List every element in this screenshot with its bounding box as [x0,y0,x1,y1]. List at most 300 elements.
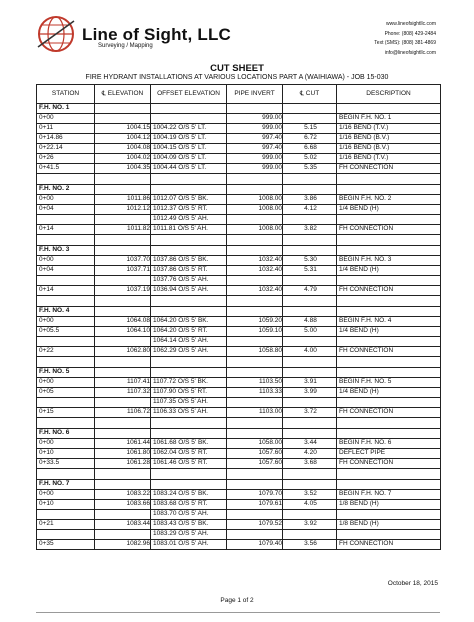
cell-description: 1/16 BEND (B.V.) [337,134,441,144]
cell-description: BEGIN F.H. NO. 3 [337,256,441,266]
cell-pipe-invert [227,337,283,347]
cell-cl-cut [283,337,337,347]
contact-text: Text (SMS): (808) 381-4869 [374,40,436,46]
table-row [37,215,441,225]
cell-offset-elevation: 1107.35 O/S 5' AH. [151,398,227,408]
cell-description: FH CONNECTION [337,286,441,296]
spacer-cell [283,357,337,368]
cell-station [37,530,95,540]
table-row [37,530,441,540]
group-label: F.H. NO. 5 [37,368,95,378]
cell-pipe-invert: 1079.40 [227,540,283,550]
empty-cell [151,185,227,195]
cell-station: 0+21 [37,520,95,530]
cell-description: FH CONNECTION [337,540,441,550]
table-row [37,114,441,124]
cell-offset-elevation: 1037.76 O/S 5' AH. [151,276,227,286]
cell-description: BEGIN F.H. NO. 2 [337,195,441,205]
page-header [0,0,474,58]
cell-cl-cut: 3.52 [283,490,337,500]
empty-cell [283,429,337,439]
cell-cl-elevation: 1011.86 [95,195,151,205]
empty-cell [283,185,337,195]
cell-description [337,398,441,408]
contact-email: info@lineofsightllc.com [384,49,436,56]
spacer-cell [95,235,151,246]
col-cl-cut: ℄ CUT [283,85,337,104]
cell-pipe-invert: 1032.40 [227,266,283,276]
cell-cl-elevation: 1083.22 [95,490,151,500]
cell-station [37,276,95,286]
cell-offset-elevation: 1064.20 O/S 5' RT. [151,327,227,337]
spacer-cell [227,418,283,429]
cell-description: 1/4 BEND (H) [337,205,441,215]
cell-station: 0+22 [37,347,95,357]
cell-pipe-invert [227,276,283,286]
cell-cl-cut: 4.05 [283,500,337,510]
group-header-row [37,307,441,317]
empty-cell [227,246,283,256]
cell-pipe-invert: 997.40 [227,134,283,144]
empty-cell [151,429,227,439]
cell-station: 0+00 [37,490,95,500]
spacer-row [37,235,441,246]
table-row [37,510,441,520]
spacer-cell [283,174,337,185]
cell-offset-elevation: 1064.14 O/S 5' AH. [151,337,227,347]
group-header-row [37,368,441,378]
cell-description: FH CONNECTION [337,408,441,418]
cell-cl-elevation [95,398,151,408]
page-number: Page 1 of 2 [220,597,254,604]
contact-info [374,20,436,58]
cell-description: FH CONNECTION [337,225,441,235]
cell-pipe-invert: 1103.50 [227,378,283,388]
spacer-cell [95,469,151,480]
cell-cl-elevation: 1061.44 [95,439,151,449]
cell-cl-elevation: 1004.08 [95,144,151,154]
cell-cl-cut: 4.79 [283,286,337,296]
empty-cell [151,480,227,490]
cell-cl-cut: 3.99 [283,388,337,398]
cell-pipe-invert [227,398,283,408]
group-header-row [37,246,441,256]
empty-cell [95,480,151,490]
cell-pipe-invert: 1008.00 [227,195,283,205]
group-header-row [37,185,441,195]
cell-cl-cut: 6.68 [283,144,337,154]
cell-cl-elevation: 1004.15 [95,124,151,134]
cell-station: 0+00 [37,439,95,449]
spacer-cell [37,357,95,368]
table-row [37,256,441,266]
contact-website: www.lineofsightllc.com [385,21,436,27]
empty-cell [95,185,151,195]
cell-cl-elevation: 1037.71 [95,266,151,276]
cell-pipe-invert: 1008.00 [227,225,283,235]
spacer-cell [95,174,151,185]
cell-cl-elevation: 1037.19 [95,286,151,296]
spacer-cell [151,174,227,185]
cell-description: DEFLECT PIPE [337,449,441,459]
cell-cl-cut: 4.20 [283,449,337,459]
table-row [37,286,441,296]
cell-offset-elevation: 1083.24 O/S 5' BK. [151,490,227,500]
page-title: CUT SHEET [210,63,264,74]
cell-description: 1/8 BEND (H) [337,500,441,510]
table-row [37,134,441,144]
spacer-cell [151,235,227,246]
empty-cell [95,307,151,317]
cell-description: 1/16 BEND (B.V.) [337,144,441,154]
table-row [37,124,441,134]
cell-station [37,215,95,225]
cell-pipe-invert: 1057.60 [227,459,283,469]
cell-offset-elevation: 1061.68 O/S 5' BK. [151,439,227,449]
cell-pipe-invert: 999.00 [227,164,283,174]
spacer-cell [283,235,337,246]
cell-station [37,510,95,520]
group-label: F.H. NO. 7 [37,480,95,490]
footer-divider [36,612,440,613]
spacer-cell [151,296,227,307]
empty-cell [227,480,283,490]
cell-station [37,337,95,347]
cell-station: 0+35 [37,540,95,550]
cell-station: 0+05 [37,388,95,398]
spacer-row [37,418,441,429]
empty-cell [337,246,441,256]
empty-cell [95,368,151,378]
table-row [37,500,441,510]
cell-cl-cut: 5.00 [283,327,337,337]
spacer-row [37,357,441,368]
cell-description [337,510,441,520]
cell-pipe-invert: 1059.10 [227,327,283,337]
empty-cell [337,368,441,378]
cell-cl-elevation: 1004.35 [95,164,151,174]
cell-description: FH CONNECTION [337,164,441,174]
col-station: STATION [37,85,95,104]
spacer-cell [283,296,337,307]
cell-cl-elevation: 1064.08 [95,317,151,327]
cell-cl-cut: 3.72 [283,408,337,418]
cell-station: 0+22.14 [37,144,95,154]
spacer-cell [283,469,337,480]
cell-offset-elevation: 1083.70 O/S 5' AH. [151,510,227,520]
cell-description [337,276,441,286]
cell-offset-elevation: 1064.20 O/S 5' BK. [151,317,227,327]
cell-cl-cut: 3.82 [283,225,337,235]
group-header-row [37,429,441,439]
cell-cl-cut [283,114,337,124]
cell-station: 0+00 [37,256,95,266]
cell-cl-cut [283,276,337,286]
cell-description: FH CONNECTION [337,459,441,469]
cell-pipe-invert: 1079.52 [227,520,283,530]
cell-pipe-invert: 1057.60 [227,449,283,459]
cell-cl-cut: 5.30 [283,256,337,266]
cell-cl-cut [283,510,337,520]
spacer-cell [337,235,441,246]
cell-pipe-invert: 1079.70 [227,490,283,500]
spacer-cell [37,418,95,429]
cell-pipe-invert: 1103.00 [227,408,283,418]
cell-cl-cut: 3.92 [283,520,337,530]
group-header-row [37,104,441,114]
empty-cell [95,246,151,256]
cell-offset-elevation: 1004.19 O/S 5' LT. [151,134,227,144]
empty-cell [337,429,441,439]
spacer-cell [95,296,151,307]
table-row [37,195,441,205]
table-row [37,439,441,449]
cell-description: BEGIN F.H. NO. 6 [337,439,441,449]
cell-cl-elevation [95,276,151,286]
cell-offset-elevation: 1037.86 O/S 5' BK. [151,256,227,266]
cell-cl-elevation: 1061.80 [95,449,151,459]
cell-pipe-invert: 999.00 [227,124,283,134]
cell-cl-elevation: 1083.44 [95,520,151,530]
table-row [37,520,441,530]
cell-description: BEGIN F.H. NO. 4 [337,317,441,327]
spacer-cell [227,235,283,246]
cell-offset-elevation: 1062.04 O/S 5' RT. [151,449,227,459]
table-row [37,337,441,347]
table-row [37,144,441,154]
cell-station: 0+14 [37,286,95,296]
empty-cell [227,307,283,317]
cell-pipe-invert: 1058.00 [227,439,283,449]
group-label: F.H. NO. 6 [37,429,95,439]
col-description: DESCRIPTION [337,85,441,104]
spacer-cell [95,418,151,429]
cell-description: FH CONNECTION [337,347,441,357]
cell-station: 0+10 [37,449,95,459]
table-row [37,459,441,469]
col-pipe-invert: PIPE INVERT [227,85,283,104]
col-cl-elevation: ℄ ELEVATION [95,85,151,104]
cell-offset-elevation: 1037.86 O/S 5' RT. [151,266,227,276]
cell-cl-cut: 4.00 [283,347,337,357]
spacer-cell [227,469,283,480]
table-row [37,347,441,357]
cell-cl-cut: 5.31 [283,266,337,276]
cell-cl-elevation: 1004.02 [95,154,151,164]
spacer-cell [151,469,227,480]
cell-cl-cut: 5.02 [283,154,337,164]
cell-cl-cut: 4.12 [283,205,337,215]
table-row [37,154,441,164]
empty-cell [227,368,283,378]
cell-pipe-invert: 1008.00 [227,205,283,215]
cell-pipe-invert: 1103.33 [227,388,283,398]
spacer-cell [151,418,227,429]
empty-cell [283,104,337,114]
cell-station: 0+33.5 [37,459,95,469]
table-row [37,266,441,276]
cell-station: 0+26 [37,154,95,164]
cell-cl-cut: 3.44 [283,439,337,449]
cell-description: 1/4 BEND (H) [337,327,441,337]
cell-station: 0+41.5 [37,164,95,174]
cell-cl-elevation: 1064.10 [95,327,151,337]
table-row [37,449,441,459]
cell-offset-elevation: 1004.09 O/S 5' LT. [151,154,227,164]
cell-cl-cut: 3.56 [283,540,337,550]
cell-station: 0+00 [37,317,95,327]
table-row [37,317,441,327]
cell-cl-cut [283,398,337,408]
cell-cl-cut [283,530,337,540]
cell-cl-cut: 4.88 [283,317,337,327]
cell-offset-elevation: 1107.90 O/S 5' RT. [151,388,227,398]
group-label: F.H. NO. 3 [37,246,95,256]
cell-offset-elevation: 1012.37 O/S 5' RT. [151,205,227,215]
cell-cl-cut: 6.72 [283,134,337,144]
cell-cl-elevation: 1106.72 [95,408,151,418]
cell-offset-elevation: 1083.01 O/S 5' AH. [151,540,227,550]
spacer-cell [227,296,283,307]
table-row [37,490,441,500]
cell-pipe-invert: 1059.20 [227,317,283,327]
cell-cl-elevation: 1062.80 [95,347,151,357]
cell-pipe-invert: 997.40 [227,144,283,154]
empty-cell [283,246,337,256]
cell-offset-elevation: 1083.68 O/S 5' RT. [151,500,227,510]
cell-station [37,398,95,408]
table-row [37,164,441,174]
cell-pipe-invert: 999.00 [227,154,283,164]
cell-cl-elevation: 1083.66 [95,500,151,510]
spacer-cell [283,418,337,429]
cell-cl-elevation [95,215,151,225]
cell-cl-elevation [95,530,151,540]
spacer-cell [151,357,227,368]
company-name: Line of Sight, LLC [82,25,232,44]
cell-cl-elevation: 1012.12 [95,205,151,215]
empty-cell [337,185,441,195]
spacer-cell [337,469,441,480]
cell-cl-cut [283,215,337,225]
empty-cell [151,104,227,114]
table-row [37,225,441,235]
cut-sheet-table [36,84,441,550]
cell-description: 1/4 BEND (H) [337,266,441,276]
cell-offset-elevation: 1004.44 O/S 5' LT. [151,164,227,174]
spacer-cell [227,357,283,368]
cell-pipe-invert: 1032.40 [227,286,283,296]
empty-cell [227,185,283,195]
group-label: F.H. NO. 4 [37,307,95,317]
globe-logo-icon [36,14,76,54]
cell-offset-elevation: 1062.29 O/S 5' AH. [151,347,227,357]
cell-cl-elevation: 1107.41 [95,378,151,388]
cell-offset-elevation: 1106.33 O/S 5' AH. [151,408,227,418]
cell-cl-elevation [95,510,151,520]
spacer-cell [37,235,95,246]
empty-cell [283,480,337,490]
empty-cell [95,429,151,439]
table-header-row [37,85,441,104]
cell-cl-elevation: 1061.28 [95,459,151,469]
cell-offset-elevation: 1011.81 O/S 5' AH. [151,225,227,235]
cell-description: 1/16 BEND (T.V.) [337,124,441,134]
cell-pipe-invert: 1032.40 [227,256,283,266]
cell-offset-elevation: 1004.15 O/S 5' LT. [151,144,227,154]
cell-station: 0+00 [37,114,95,124]
spacer-cell [337,418,441,429]
cell-cl-cut: 5.15 [283,124,337,134]
empty-cell [227,104,283,114]
cell-station: 0+00 [37,195,95,205]
table-row [37,408,441,418]
cell-description [337,530,441,540]
sheet-date: October 18, 2015 [387,580,438,587]
empty-cell [283,307,337,317]
cell-offset-elevation: 1004.22 O/S 5' LT. [151,124,227,134]
cell-cl-elevation: 1037.70 [95,256,151,266]
page-subtitle: FIRE HYDRANT INSTALLATIONS AT VARIOUS LOCATIONS PART A (WAIHIAWA) - JOB 15-030 [85,74,389,81]
cell-offset-elevation: 1083.29 O/S 5' AH. [151,530,227,540]
cell-station: 0+14 [37,225,95,235]
cell-station: 0+15 [37,408,95,418]
cell-cl-cut: 3.91 [283,378,337,388]
cell-cl-cut: 5.35 [283,164,337,174]
spacer-cell [37,174,95,185]
spacer-cell [337,296,441,307]
cell-description [337,215,441,225]
table-row [37,205,441,215]
empty-cell [337,480,441,490]
cell-station: 0+14.86 [37,134,95,144]
cell-station: 0+04 [37,205,95,215]
cell-station: 0+11 [37,124,95,134]
table-row [37,388,441,398]
cell-offset-elevation: 1107.72 O/S 5' BK. [151,378,227,388]
cell-cl-elevation: 1082.96 [95,540,151,550]
cell-description: 1/8 BEND (H) [337,520,441,530]
cell-cl-cut: 3.68 [283,459,337,469]
cell-station: 0+00 [37,378,95,388]
table-row [37,398,441,408]
cell-offset-elevation: 1012.49 O/S 5' AH. [151,215,227,225]
contact-phone: Phone: (808) 429-2484 [384,30,436,37]
empty-cell [151,307,227,317]
cell-station: 0+10 [37,500,95,510]
cell-pipe-invert [227,510,283,520]
group-header-row [37,480,441,490]
table-row [37,327,441,337]
spacer-cell [337,357,441,368]
empty-cell [337,307,441,317]
cell-description: 1/16 BEND (T.V.) [337,154,441,164]
cell-description: BEGIN F.H. NO. 1 [337,114,441,124]
cell-offset-elevation [151,114,227,124]
empty-cell [151,246,227,256]
spacer-row [37,469,441,480]
cell-pipe-invert: 999.00 [227,114,283,124]
group-label: F.H. NO. 2 [37,185,95,195]
table-row [37,540,441,550]
spacer-cell [37,296,95,307]
cell-description: 1/4 BEND (H) [337,388,441,398]
spacer-cell [37,469,95,480]
cell-cl-elevation [95,114,151,124]
cell-description: BEGIN F.H. NO. 5 [337,378,441,388]
cell-pipe-invert [227,215,283,225]
cell-offset-elevation: 1083.43 O/S 5' BK. [151,520,227,530]
